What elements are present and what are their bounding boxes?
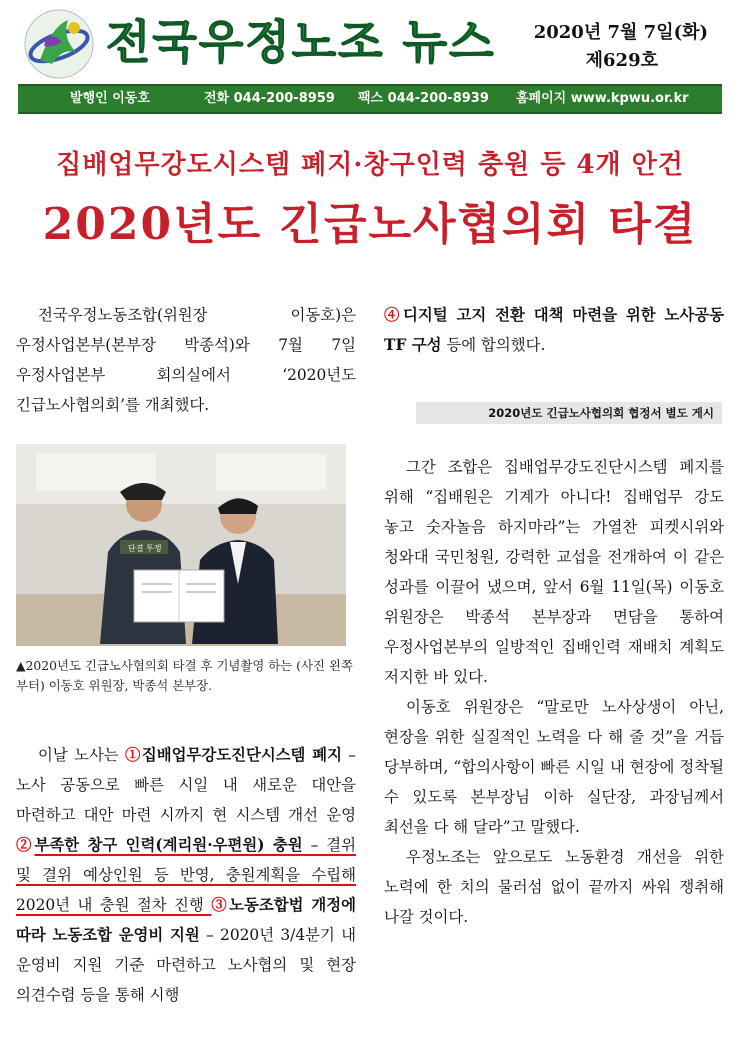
headline: 2020년도 긴급노사협의회 타결: [42, 199, 698, 250]
issue-date: 2020년 7월 7일(화): [533, 22, 708, 43]
fax: 팩스 044-200-8939: [358, 91, 489, 106]
paper-name: 전국우정노조 뉴스: [106, 15, 496, 69]
article-photo: [16, 444, 346, 646]
item4-title: 디지털 고지 전환 대책 마련을 위한 노사공동 TF 구성: [384, 306, 724, 354]
publisher: 발행인 이동호: [70, 91, 150, 106]
agenda-continued: [384, 300, 724, 360]
photo-banner-text: 단결 투쟁: [128, 544, 162, 553]
item3-title: 노동조합법 개정에 따라 노동조합 운영비 지원: [16, 896, 356, 944]
history-paragraph: 그간 조합은 집배업무강도진단시스템 폐지를 위해 “집배원은 기계가 아니다! 집배업무 강도 놓고 숫자놀음 하지마라”는 가열찬 피켓시위와 청와대 국민청원, 강력한 교섭을 전개하여 이 같은 성과를 이끌어 냈으며, 앞서 6월 11일(목) 이동호 위원장은 박종석 본부장과 면담을 통하여 우정사업본부의 일방적인 집배인력 재배치 계획도 저지한 바 있다.: [384, 458, 724, 686]
masthead: [0, 0, 740, 120]
item4-text: 등에 합의했다.: [441, 336, 546, 354]
agenda-intro: 이날 노사는: [38, 746, 119, 764]
lead-paragraph: 전국우정노동조합(위원장 이동호)은 우정사업본부(본부장 박종석)와 7월 7일 우정사업본부 회의실에서 ‘2020년도 긴급노사협의회’를 개최했다.: [16, 306, 356, 414]
item3-text: – 2020년 3/4분기 내 운영비 지원 기준 마련하고 노사협의 및 현장 의견수렴 등을 통해 시행: [16, 926, 356, 1004]
right-body: [384, 452, 724, 932]
item1-number: ①: [125, 746, 142, 764]
agenda-paragraph: [16, 740, 356, 1010]
item1-text: – 노사 공동으로 빠른 시일 내 새로운 대안을 마련하고 대안 마련 시까지 현 시스템 개선 운영: [16, 746, 356, 824]
item2-title: 부족한 창구 인력(계리원·우편원) 충원: [34, 836, 303, 854]
reference-note: 2020년도 긴급노사협의회 협정서 별도 게시: [416, 402, 722, 424]
union-logo-icon: [22, 8, 96, 80]
agenda-block: [16, 740, 356, 1010]
item2-number: ②: [16, 836, 35, 854]
agenda-item4-paragraph: [384, 300, 724, 360]
item3-number: ③: [211, 896, 230, 914]
homepage-link[interactable]: 홈페이지 www.kpwu.or.kr: [516, 91, 689, 106]
item1-title: 집배업무강도진단시스템 폐지: [141, 746, 342, 764]
item2-text: – 결위 및 결위 예상인원 등 반영, 충원계획을 수립해 2020년 내 충원 절차 진행: [16, 836, 356, 914]
closing-paragraph: 우정노조는 앞으로도 노동환경 개선을 위한 노력에 한 치의 물러섬 없이 끝까지 싸워 쟁취해 나갈 것이다.: [384, 848, 724, 926]
phone: 전화 044-200-8959: [204, 91, 335, 106]
quote-paragraph: 이동호 위원장은 “말로만 노사상생이 아닌, 현장을 위한 실질적인 노력을 다 해 줄 것”을 거듭 당부하며, “합의사항이 빠른 시일 내 현장에 정착될 수 있도록 본부장님 이하 실단장, 과장님께서 최선을 다 해 달라”고 말했다.: [384, 698, 724, 836]
info-bar: [18, 84, 722, 114]
photo-illustration: [16, 444, 346, 646]
issue-number: 제629호: [585, 50, 658, 71]
item4-number: ④: [384, 306, 403, 324]
lead-paragraph-block: [16, 300, 356, 420]
subheadline: 집배업무강도시스템 폐지·창구인력 충원 등 4개 안건: [56, 150, 684, 180]
photo-caption: ▲2020년도 긴급노사협의회 타결 후 기념촬영 하는 (사진 왼쪽부터) 이동호 위원장, 박종석 본부장.: [16, 658, 353, 693]
